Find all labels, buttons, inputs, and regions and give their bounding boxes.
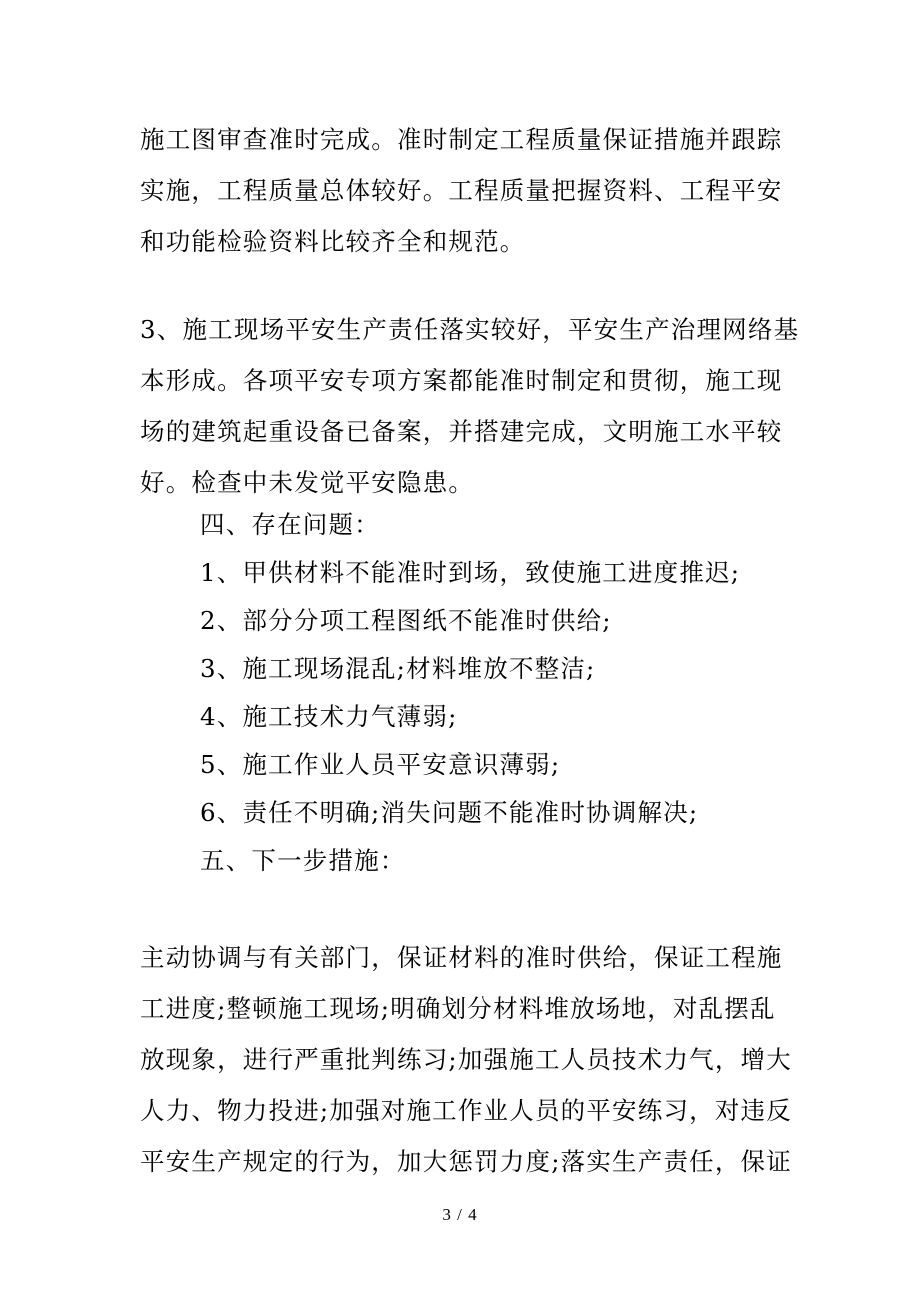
text-line: 本形成。各项平安专项方案都能准时制定和贯彻，施工现 [140, 366, 783, 395]
text-line: 好。检查中未发觉平安隐患。 [140, 468, 475, 497]
paragraph-quality [140, 114, 783, 267]
paragraph-safety [140, 304, 800, 508]
text-line: 实施，工程质量总体较好。工程质量把握资料、工程平安 [140, 176, 783, 205]
problem-item-4: 4、施工技术力气薄弱; [200, 702, 458, 731]
paragraph-measures [140, 932, 792, 1187]
section-four-heading: 四、存在问题： [200, 510, 380, 539]
text-line: 主动协调与有关部门，保证材料的准时供给，保证工程施 [140, 943, 783, 972]
text-line: 平安生产规定的行为，加大惩罚力度;落实生产责任，保证 [140, 1147, 792, 1176]
text-line: 工进度;整顿施工现场;明确划分材料堆放场地，对乱摆乱 [140, 994, 776, 1023]
page-number: 3 / 4 [442, 1205, 478, 1224]
problem-item-2: 2、部分分项工程图纸不能准时供给; [200, 606, 612, 635]
problem-item-1: 1、甲供材料不能准时到场，致使施工进度推迟; [200, 558, 741, 587]
text-line: 和功能检验资料比较齐全和规范。 [140, 227, 526, 256]
problem-item-6: 6、责任不明确;消失问题不能准时协调解决; [200, 798, 699, 827]
problem-item-3: 3、施工现场混乱;材料堆放不整洁; [200, 654, 596, 683]
problem-item-5: 5、施工作业人员平安意识薄弱; [200, 750, 561, 779]
text-line: 施工图审查准时完成。准时制定工程质量保证措施并跟踪 [140, 125, 783, 154]
text-line: 3、施工现场平安生产责任落实较好，平安生产治理网络基 [140, 315, 800, 344]
text-line: 场的建筑起重设备已备案，并搭建完成，文明施工水平较 [140, 417, 783, 446]
section-five-heading: 五、下一步措施： [200, 846, 406, 875]
text-line: 人力、物力投进;加强对施工作业人员的平安练习，对违反 [140, 1096, 792, 1125]
text-line: 放现象，进行严重批判练习;加强施工人员技术力气，增大 [140, 1045, 792, 1074]
